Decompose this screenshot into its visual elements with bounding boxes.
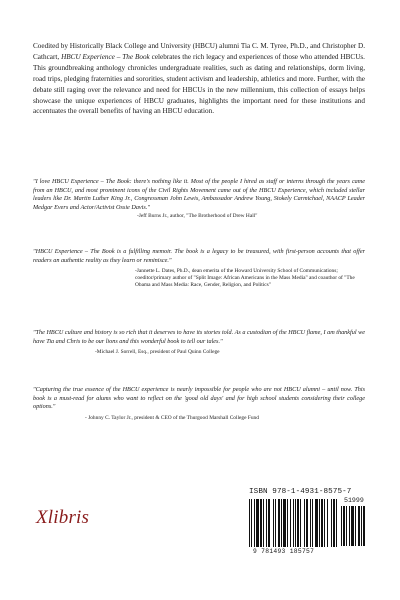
quote-text: "The HBCU culture and history is so rich that it deserves to have its stories told. As a custodian of the HBCU flame, I am thankful we have Tia and Chris to be our lions and this wonderful book to tell our tales."	[33, 329, 365, 345]
quote-attribution: - Johnny C. Taylor Jr., president & CEO of the Thurgood Marshall College Fund	[85, 414, 259, 421]
quote-attribution: -Michael J. Sorrell, Esq., president of Paul Quinn College	[95, 349, 220, 356]
review-quote-3	[33, 329, 365, 356]
description-text-1: Coedited by Historically Black College and University (HBCU) alumni Tia C. M. Tyree, Ph.D., and Christopher D. Cathcart,	[33, 42, 365, 61]
isbn-barcode	[249, 488, 370, 562]
quote-text: "I love HBCU Experience – The Book: there's nothing like it. Most of the people I hired as staff or interns through the years came from an HBCU, and most prominent icons of the Civil Rights Movement came out of the HBCU Experience, which included stellar leaders like Dr. Martin Luther King Jr., Congressman John Lewis, Ambassador Andrew Young, Stokely Carmichael, NAACP Leader Medgar Evers and Actor/Activist Ossie Davis."	[33, 178, 365, 211]
review-quote-1	[33, 178, 365, 220]
barcode-number: 9 781493 185757	[253, 548, 315, 555]
quote-text: "Capturing the true essence of the HBCU experience is nearly impossible for people who are not HBCU alumni – until now. This book is a must-read for alums who want to reflect on the 'good old days' and for high school students considering their college options."	[33, 386, 365, 411]
barcode-bars	[249, 499, 337, 547]
book-title-italic: HBCU Experience – The Book	[61, 52, 150, 61]
isbn-text: ISBN 978-1-4931-8575-7	[249, 488, 352, 496]
quote-text: "HBCU Experience – The Book is a fulfilling memoir. The book is a legacy to be treasured, with first-person accounts that offer readers an authentic reality as they learn or reminisce."	[33, 248, 365, 264]
quote-attribution: -Jannette L. Dates, Ph.D., dean emerita of the Howard University School of Communications; coeditor/primary author of "Split Image: African Americans in the Mass Media" and coauthor of "The Obama and Mass Media: Race, Gender, Religion, and Politics"	[135, 268, 355, 289]
review-quote-2	[33, 248, 365, 289]
quote-attribution: -Jeff Burns Jr., author, "The Brotherhood of Drew Hall"	[137, 213, 258, 220]
barcode-addon-bars	[341, 506, 369, 546]
review-quote-4	[33, 386, 365, 422]
publisher-logo: Xlibris	[36, 507, 90, 528]
book-description	[33, 41, 365, 117]
price-code: 51999	[344, 497, 364, 504]
description-text-2: celebrates the rich legacy and experiences of those who attended HBCUs. This groundbreaking anthology chronicles undergraduate realities, such as dating and relationships, dorm living, road trips, pledging fraternities and sororities, student activism and leadership, athletics and more. Further, with the debate still raging over the relevance and need for HBCUs in the new millennium, this collection of essays helps showcase the unique experiences of HBCU graduates, highlights the important need for these institutions and accentuates the overall benefits of having an HBCU education.	[33, 52, 365, 116]
